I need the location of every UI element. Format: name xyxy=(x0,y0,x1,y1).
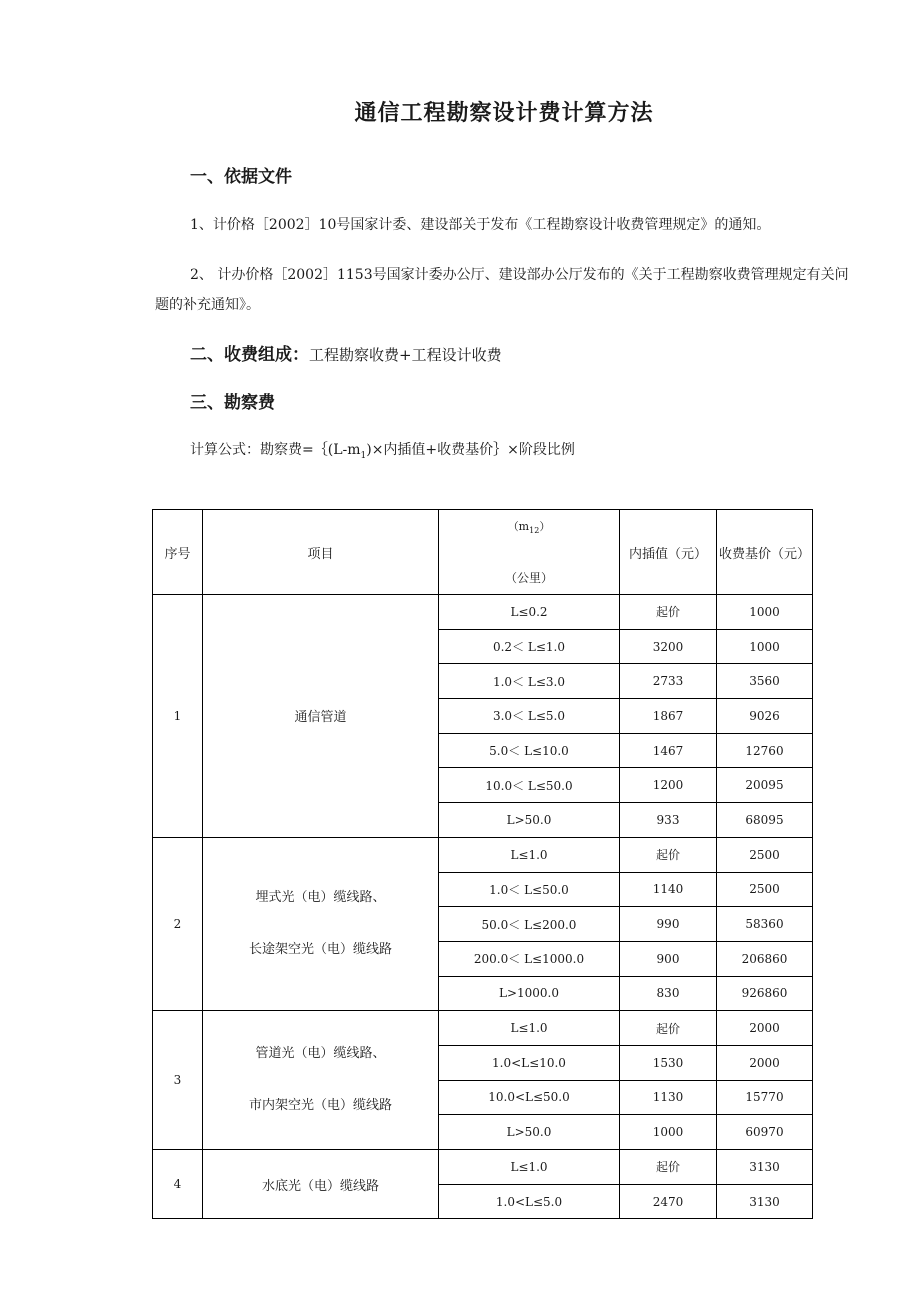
base-price-cell: 2000 xyxy=(717,1045,813,1080)
range-cell: L≤1.0 xyxy=(439,837,620,872)
row-number: 1 xyxy=(153,595,203,838)
range-cell: 10.0<L≤50.0 xyxy=(439,1080,620,1115)
interpolation-cell: 1200 xyxy=(620,768,717,803)
interpolation-cell: 起价 xyxy=(620,1150,717,1185)
survey-fee-table xyxy=(152,509,813,1219)
item-name-line: 长途架空光（电）缆线路 xyxy=(248,942,392,958)
interpolation-cell: 2470 xyxy=(620,1184,717,1219)
interpolation-cell: 起价 xyxy=(620,1011,717,1046)
range-cell: 3.0＜ L≤5.0 xyxy=(439,699,620,734)
interpolation-cell: 起价 xyxy=(620,837,717,872)
range-cell: 1.0＜ L≤3.0 xyxy=(439,664,620,699)
base-price-cell: 3560 xyxy=(717,664,813,699)
range-cell: L>50.0 xyxy=(439,803,620,838)
header-range-top-open: （m xyxy=(507,519,530,533)
item-name xyxy=(203,1011,439,1150)
header-range-top xyxy=(439,518,619,535)
header-base-price: 收费基价（元） xyxy=(717,510,813,595)
header-interpolation: 内插值（元） xyxy=(620,510,717,595)
item-name-line: 埋式光（电）缆线路、 xyxy=(255,890,386,906)
fee-composition-text: 工程勘察收费+工程设计收费 xyxy=(309,346,502,364)
item-name-line: 管道光（电）缆线路、 xyxy=(255,1046,386,1062)
base-price-cell: 206860 xyxy=(717,941,813,976)
base-price-cell: 58360 xyxy=(717,907,813,942)
header-range-top-close: ） xyxy=(539,519,551,533)
section-heading-basis: 一、依据文件 xyxy=(190,167,292,187)
formula-prefix: 计算公式：勘察费=｛(L-m xyxy=(190,442,361,458)
range-cell: 5.0＜ L≤10.0 xyxy=(439,733,620,768)
interpolation-cell: 3200 xyxy=(620,629,717,664)
range-cell: 1.0<L≤10.0 xyxy=(439,1045,620,1080)
interpolation-cell: 830 xyxy=(620,976,717,1011)
base-price-cell: 15770 xyxy=(717,1080,813,1115)
range-cell: 200.0＜ L≤1000.0 xyxy=(439,941,620,976)
item-name-line: 市内架空光（电）缆线路 xyxy=(248,1098,392,1114)
header-range-top-sub: 12 xyxy=(529,526,540,536)
table-header-row xyxy=(153,510,813,595)
table-body xyxy=(153,595,813,1219)
interpolation-cell: 1867 xyxy=(620,699,717,734)
table-row xyxy=(153,1150,813,1185)
interpolation-cell: 起价 xyxy=(620,595,717,630)
base-price-cell: 1000 xyxy=(717,595,813,630)
item-name xyxy=(203,595,439,838)
header-range-unit: （公里） xyxy=(504,571,553,586)
base-price-cell: 60970 xyxy=(717,1115,813,1150)
interpolation-cell: 1530 xyxy=(620,1045,717,1080)
base-price-cell: 2500 xyxy=(717,872,813,907)
interpolation-cell: 990 xyxy=(620,907,717,942)
range-cell: L>50.0 xyxy=(439,1115,620,1150)
range-cell: 50.0＜ L≤200.0 xyxy=(439,907,620,942)
base-price-cell: 2500 xyxy=(717,837,813,872)
table-row xyxy=(153,595,813,630)
table-row xyxy=(153,1011,813,1046)
base-price-cell: 2000 xyxy=(717,1011,813,1046)
formula-suffix: )×内插值+收费基价｝×阶段比例 xyxy=(366,442,575,458)
item-name xyxy=(203,837,439,1010)
base-price-cell: 926860 xyxy=(717,976,813,1011)
range-cell: L≤1.0 xyxy=(439,1011,620,1046)
item-name-line: 水底光（电）缆线路 xyxy=(261,1178,379,1194)
formula-subscript: 1 xyxy=(360,450,367,461)
base-price-cell: 68095 xyxy=(717,803,813,838)
range-cell: L>1000.0 xyxy=(439,976,620,1011)
base-price-cell: 3130 xyxy=(717,1150,813,1185)
header-item: 项目 xyxy=(203,510,439,595)
range-cell: L≤1.0 xyxy=(439,1150,620,1185)
table-row xyxy=(153,837,813,872)
interpolation-cell: 1130 xyxy=(620,1080,717,1115)
row-number: 3 xyxy=(153,1011,203,1150)
base-price-cell: 1000 xyxy=(717,629,813,664)
interpolation-cell: 1467 xyxy=(620,733,717,768)
base-price-cell: 12760 xyxy=(717,733,813,768)
range-cell: 1.0<L≤5.0 xyxy=(439,1184,620,1219)
fee-composition-label: 二、收费组成： xyxy=(190,345,309,365)
interpolation-cell: 933 xyxy=(620,803,717,838)
item-name-line: 通信管道 xyxy=(294,710,347,726)
header-range xyxy=(439,510,620,595)
page-title: 通信工程勘察设计费计算方法 xyxy=(354,100,654,126)
base-price-cell: 3130 xyxy=(717,1184,813,1219)
item-name xyxy=(203,1150,439,1219)
interpolation-cell: 1000 xyxy=(620,1115,717,1150)
range-cell: L≤0.2 xyxy=(439,595,620,630)
section-heading-fee-composition xyxy=(190,340,502,365)
basis-item-1: 1、计价格［2002］10号国家计委、建设部关于发布《工程勘察设计收费管理规定》的通知。 xyxy=(190,217,771,233)
range-cell: 10.0＜ L≤50.0 xyxy=(439,768,620,803)
header-no: 序号 xyxy=(153,510,203,595)
row-number: 4 xyxy=(153,1150,203,1219)
interpolation-cell: 2733 xyxy=(620,664,717,699)
range-cell: 0.2＜ L≤1.0 xyxy=(439,629,620,664)
interpolation-cell: 1140 xyxy=(620,872,717,907)
row-number: 2 xyxy=(153,837,203,1010)
range-cell: 1.0＜ L≤50.0 xyxy=(439,872,620,907)
base-price-cell: 9026 xyxy=(717,699,813,734)
formula xyxy=(190,435,870,471)
section-heading-survey-fee: 三、勘察费 xyxy=(190,393,275,413)
interpolation-cell: 900 xyxy=(620,941,717,976)
base-price-cell: 20095 xyxy=(717,768,813,803)
basis-item-2: 2、 计办价格［2002］1153号国家计委办公厅、建设部办公厅发布的《关于工程勘察收费管理规定有关问题的补充通知》。 xyxy=(155,267,849,313)
